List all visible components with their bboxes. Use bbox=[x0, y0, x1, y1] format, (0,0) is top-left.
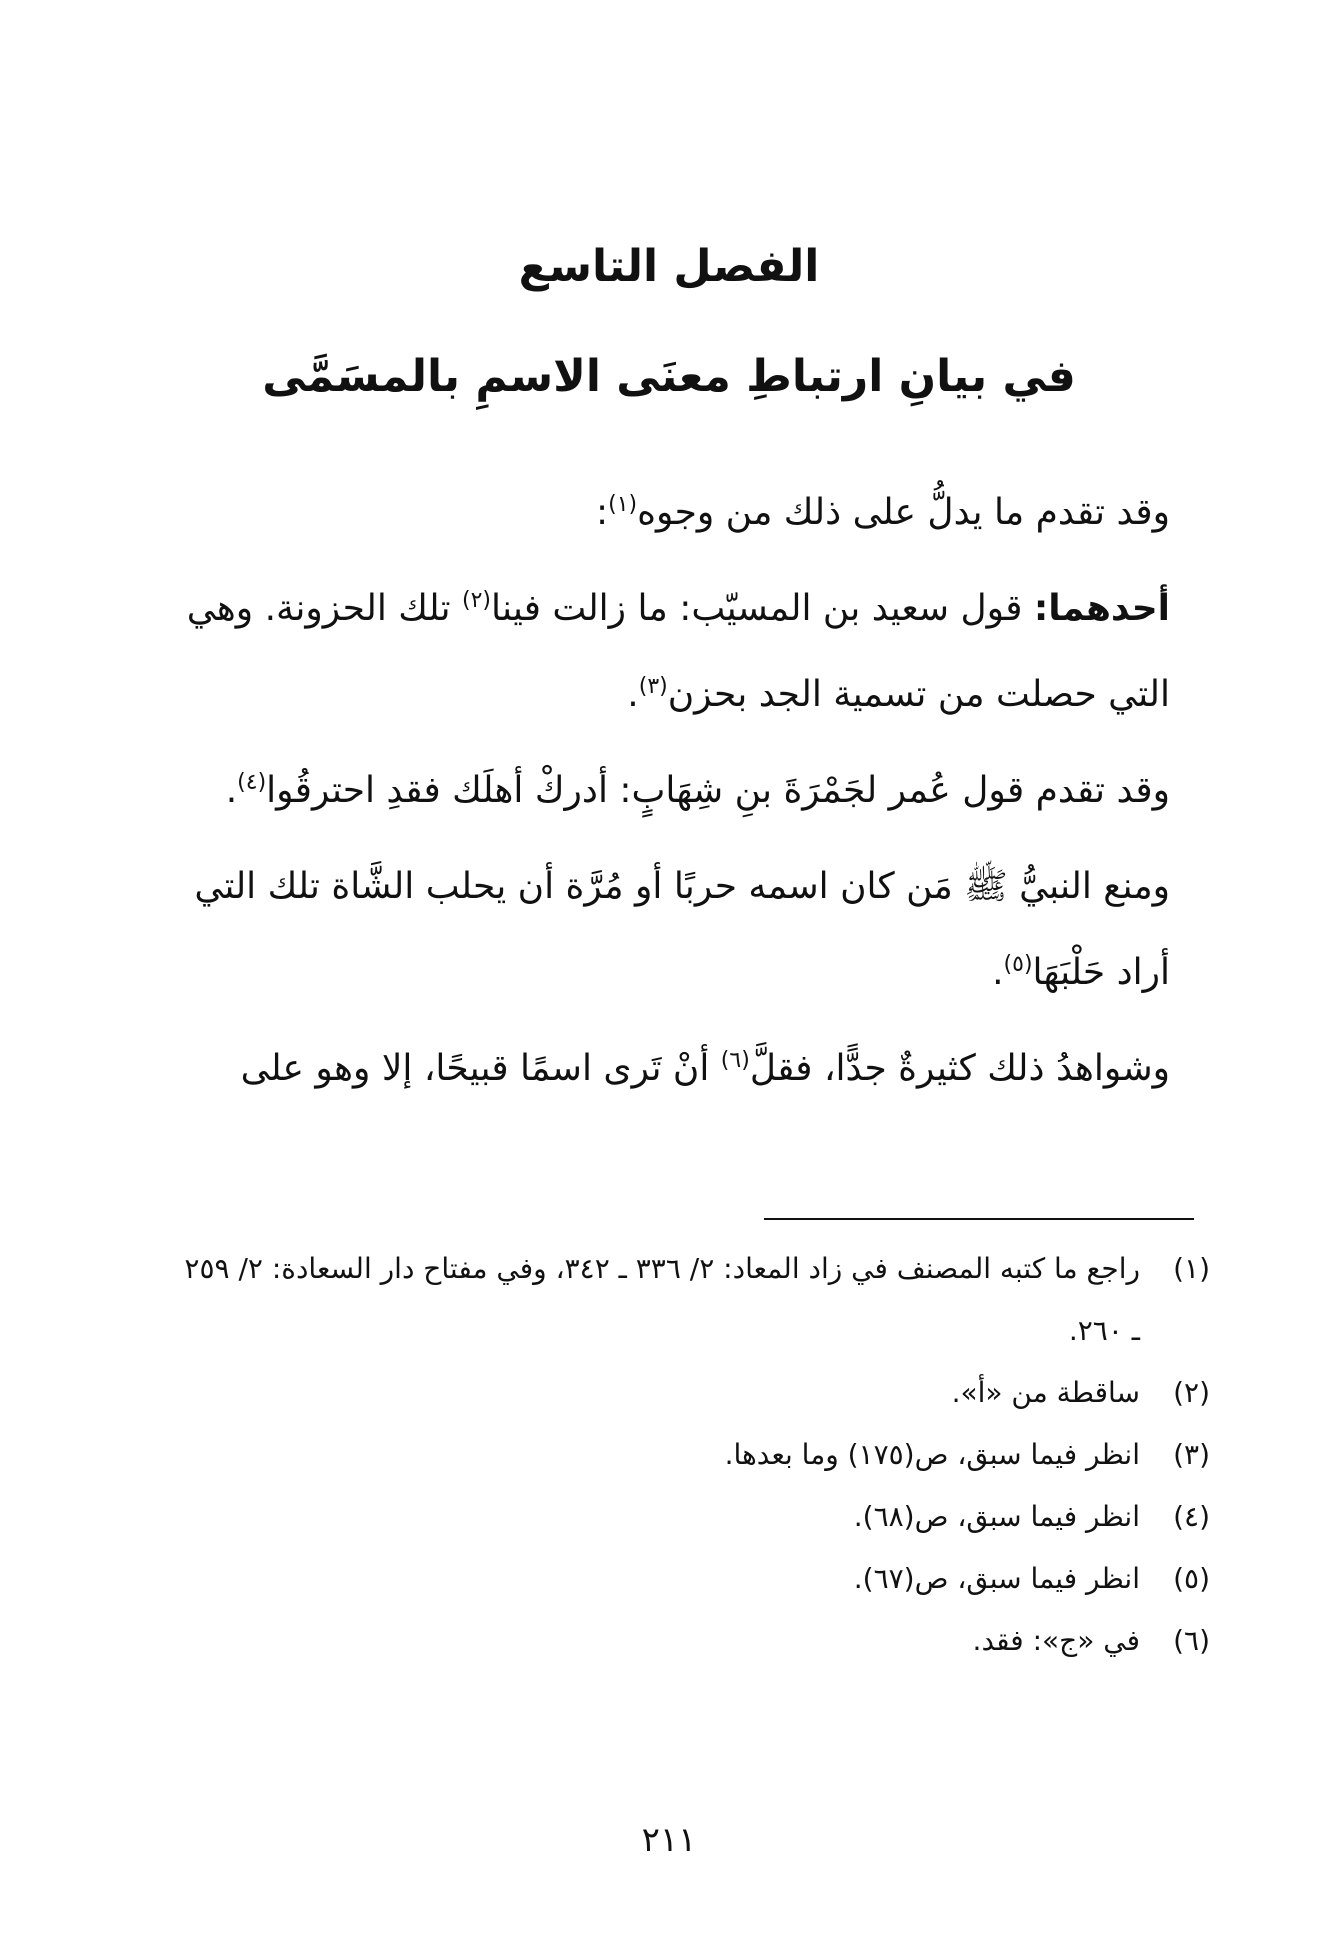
footnote-ref-6: (٦) bbox=[720, 1048, 750, 1073]
body-text bbox=[170, 470, 1170, 1122]
footnote-number: (١) bbox=[1173, 1252, 1210, 1285]
paragraph-5 bbox=[170, 1026, 1170, 1112]
paragraph-text: تلك الحزونة. وهي التي حصلت من تسمية الجد بحزن bbox=[186, 588, 1170, 715]
chapter-title: الفصل التاسع bbox=[518, 241, 820, 292]
paragraph-3 bbox=[170, 748, 1170, 834]
paragraph-1 bbox=[170, 470, 1170, 556]
footnote-text: انظر فيما سبق، ص(٦٨). bbox=[853, 1500, 1140, 1533]
footnote-ref-4: (٤) bbox=[237, 770, 267, 795]
footnote-number: (٣) bbox=[1173, 1438, 1210, 1471]
paragraph-tail: : bbox=[595, 492, 609, 533]
paragraph-tail: . bbox=[992, 952, 1004, 993]
paragraph-tail: . bbox=[225, 770, 238, 811]
footnote-item bbox=[170, 1424, 1210, 1486]
paragraph-text: قول سعيد بن المسيّب: ما زالت فينا bbox=[491, 588, 1034, 629]
footnote-ref-2: (٢) bbox=[462, 588, 492, 613]
footnote-item bbox=[170, 1486, 1210, 1548]
paragraph-lead: أحدهما: bbox=[1033, 588, 1170, 629]
paragraph-2 bbox=[170, 566, 1170, 738]
footnote-text: راجع ما كتبه المصنف في زاد المعاد: ٢/ ٣٣٦ ـ ٣٤٢، وفي مفتاح دار السعادة: ٢/ ٢٥٩ ـ ٢٦٠. bbox=[184, 1252, 1140, 1347]
footnote-text: ساقطة من «أ». bbox=[951, 1376, 1140, 1409]
footnote-ref-1: (١) bbox=[608, 492, 638, 517]
footnote-number: (٥) bbox=[1173, 1562, 1210, 1595]
paragraph-text: وشواهدُ ذلك كثيرةٌ جدًّا، فقلَّ bbox=[749, 1048, 1170, 1089]
footnote-divider bbox=[764, 1218, 1194, 1220]
paragraph-text: ومنع النبيُّ ﷺ مَن كان اسمه حربًا أو مُرَّة أن يحلب الشَّاة تلك التي أراد حَلْبَهَا bbox=[194, 866, 1170, 993]
page-number: ٢١١ bbox=[641, 1820, 697, 1860]
footnotes bbox=[170, 1238, 1210, 1672]
paragraph-tail: . bbox=[627, 674, 639, 715]
paragraph-text: وقد تقدم قول عُمر لجَمْرَةَ بنِ شِهَابٍ: أدركْ أهلَك فقدِ احترقُوا bbox=[266, 770, 1170, 811]
footnote-number: (٤) bbox=[1173, 1500, 1210, 1533]
chapter-subtitle: في بيانِ ارتباطِ معنَى الاسمِ بالمسَمَّى bbox=[262, 351, 1076, 402]
footnote-item bbox=[170, 1610, 1210, 1672]
footnote-ref-5: (٥) bbox=[1003, 952, 1033, 977]
footnote-number: (٦) bbox=[1173, 1624, 1210, 1657]
paragraph-text: وقد تقدم ما يدلُّ على ذلك من وجوه bbox=[637, 492, 1170, 533]
paragraph-text: أنْ تَرى اسمًا قبيحًا، إلا وهو على bbox=[240, 1048, 721, 1089]
footnote-ref-3: (٣) bbox=[638, 674, 668, 699]
paragraph-4 bbox=[170, 844, 1170, 1016]
footnote-text: انظر فيما سبق، ص(٦٧). bbox=[853, 1562, 1140, 1595]
footnote-item bbox=[170, 1362, 1210, 1424]
footnote-text: في «ج»: فقد. bbox=[972, 1624, 1140, 1657]
footnote-number: (٢) bbox=[1173, 1376, 1210, 1409]
footnote-item bbox=[170, 1548, 1210, 1610]
footnote-item bbox=[170, 1238, 1210, 1362]
footnote-text: انظر فيما سبق، ص(١٧٥) وما بعدها. bbox=[724, 1438, 1140, 1471]
